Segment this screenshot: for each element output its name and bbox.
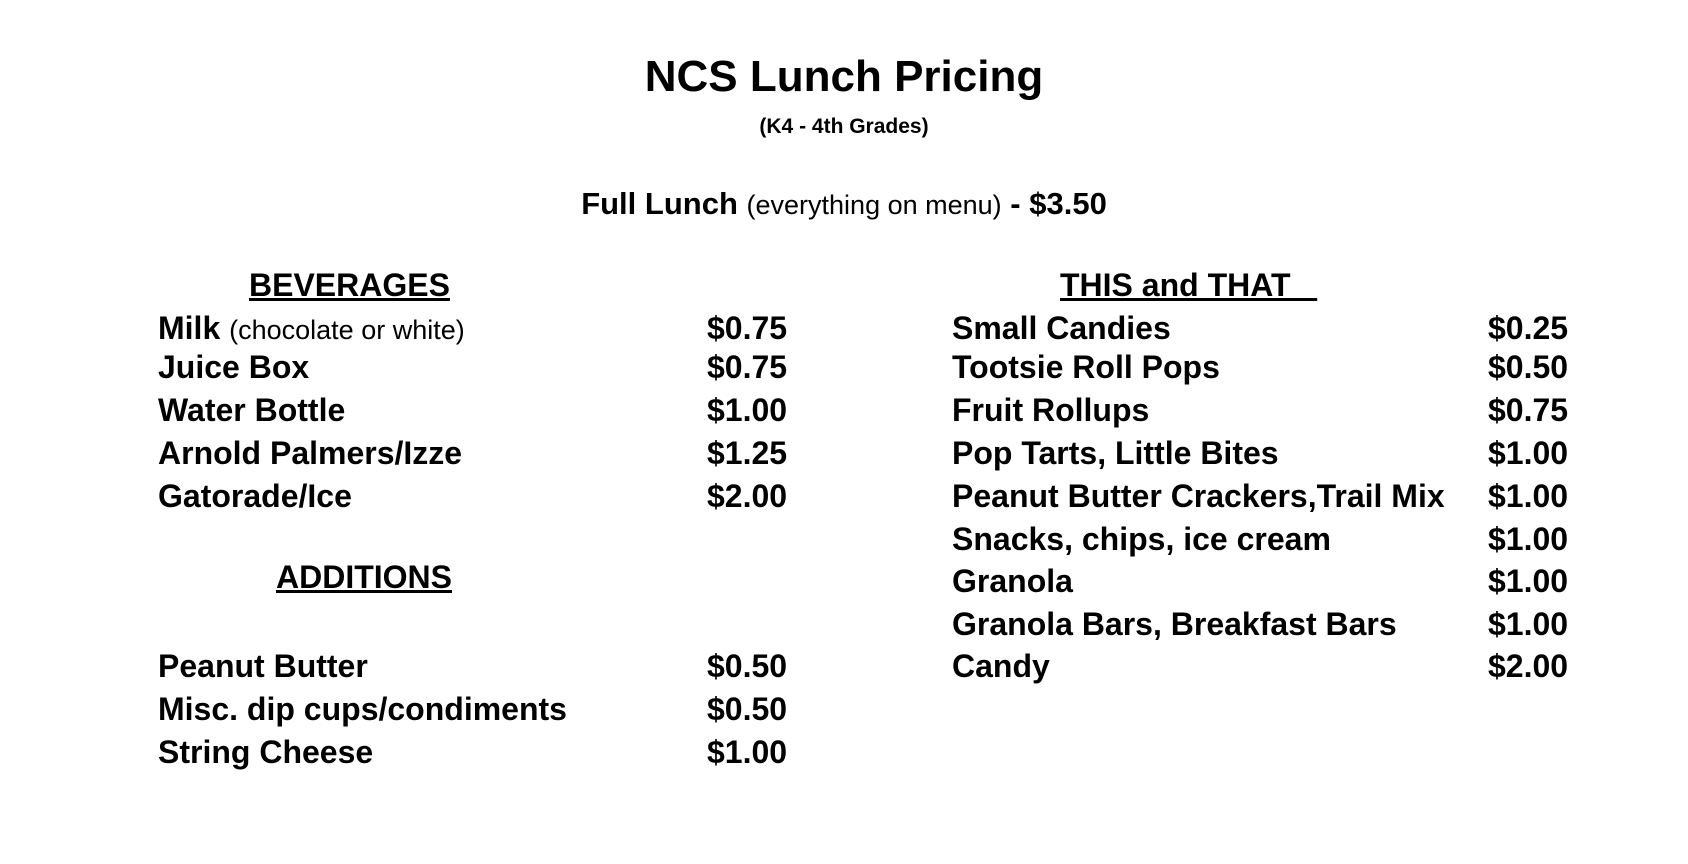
beverage-item [158,389,798,431]
beverage-label: Water Bottle [158,392,346,428]
additions-heading: ADDITIONS [276,559,452,595]
snack-price: $0.75 [1488,392,1569,428]
snack-price: $2.00 [1488,648,1569,684]
addition-price: $0.50 [707,691,788,727]
snack-price: $0.50 [1488,349,1569,385]
beverage-item [158,475,798,517]
snack-price: $1.00 [1488,606,1569,642]
beverage-price: $1.00 [707,392,788,428]
snack-label: Pop Tarts, Little Bites [952,435,1279,471]
beverage-label: Juice Box [158,349,310,385]
beverages-heading: BEVERAGES [249,267,450,303]
beverage-item [158,307,798,349]
snack-item [952,307,1572,349]
snack-label: Peanut Butter Crackers,Trail Mix [952,478,1445,514]
beverage-item [158,346,798,388]
snack-price: $1.00 [1488,435,1569,471]
page-subtitle: (K4 - 4th Grades) [759,115,929,138]
addition-price: $0.50 [707,648,788,684]
beverage-label: Milk (chocolate or white) [158,310,465,346]
addition-item [158,731,798,773]
snack-price: $1.00 [1488,563,1569,599]
beverage-note: (chocolate or white) [229,315,465,345]
beverage-price: $2.00 [707,478,788,514]
snack-item [952,475,1572,517]
full-lunch-note: (everything on menu) [746,190,1002,220]
snack-label: Fruit Rollups [952,392,1150,428]
beverage-price: $0.75 [707,310,788,346]
beverage-price: $1.25 [707,435,788,471]
addition-label: Misc. dip cups/condiments [158,691,567,727]
snack-item [952,560,1572,602]
snack-label: Granola Bars, Breakfast Bars [952,606,1397,642]
addition-price: $1.00 [707,734,788,770]
beverage-label: Arnold Palmers/Izze [158,435,463,471]
full-lunch-separator: - [1010,186,1021,221]
page-title: NCS Lunch Pricing [644,52,1044,101]
snack-label: Granola [952,563,1073,599]
beverage-price: $0.75 [707,349,788,385]
snack-item [952,432,1572,474]
snack-label: Tootsie Roll Pops [952,349,1220,385]
addition-label: Peanut Butter [158,648,368,684]
snack-item [952,645,1572,687]
snack-price: $1.00 [1488,478,1569,514]
snack-label: Snacks, chips, ice cream [952,521,1331,557]
snack-label: Small Candies [952,310,1171,346]
this-and-that-heading: THIS and THAT [1060,267,1318,303]
addition-label: String Cheese [158,734,374,770]
snack-price: $0.25 [1488,310,1569,346]
beverage-label: Gatorade/Ice [158,478,352,514]
snack-price: $1.00 [1488,521,1569,557]
addition-item [158,688,798,730]
full-lunch-label: Full Lunch [581,186,738,221]
snack-item [952,389,1572,431]
snack-item [952,603,1572,645]
snack-label: Candy [952,648,1050,684]
snack-item [952,518,1572,560]
full-lunch-line [0,184,1688,225]
addition-item [158,645,798,687]
snack-item [952,346,1572,388]
beverage-item [158,432,798,474]
full-lunch-price: $3.50 [1029,186,1107,221]
